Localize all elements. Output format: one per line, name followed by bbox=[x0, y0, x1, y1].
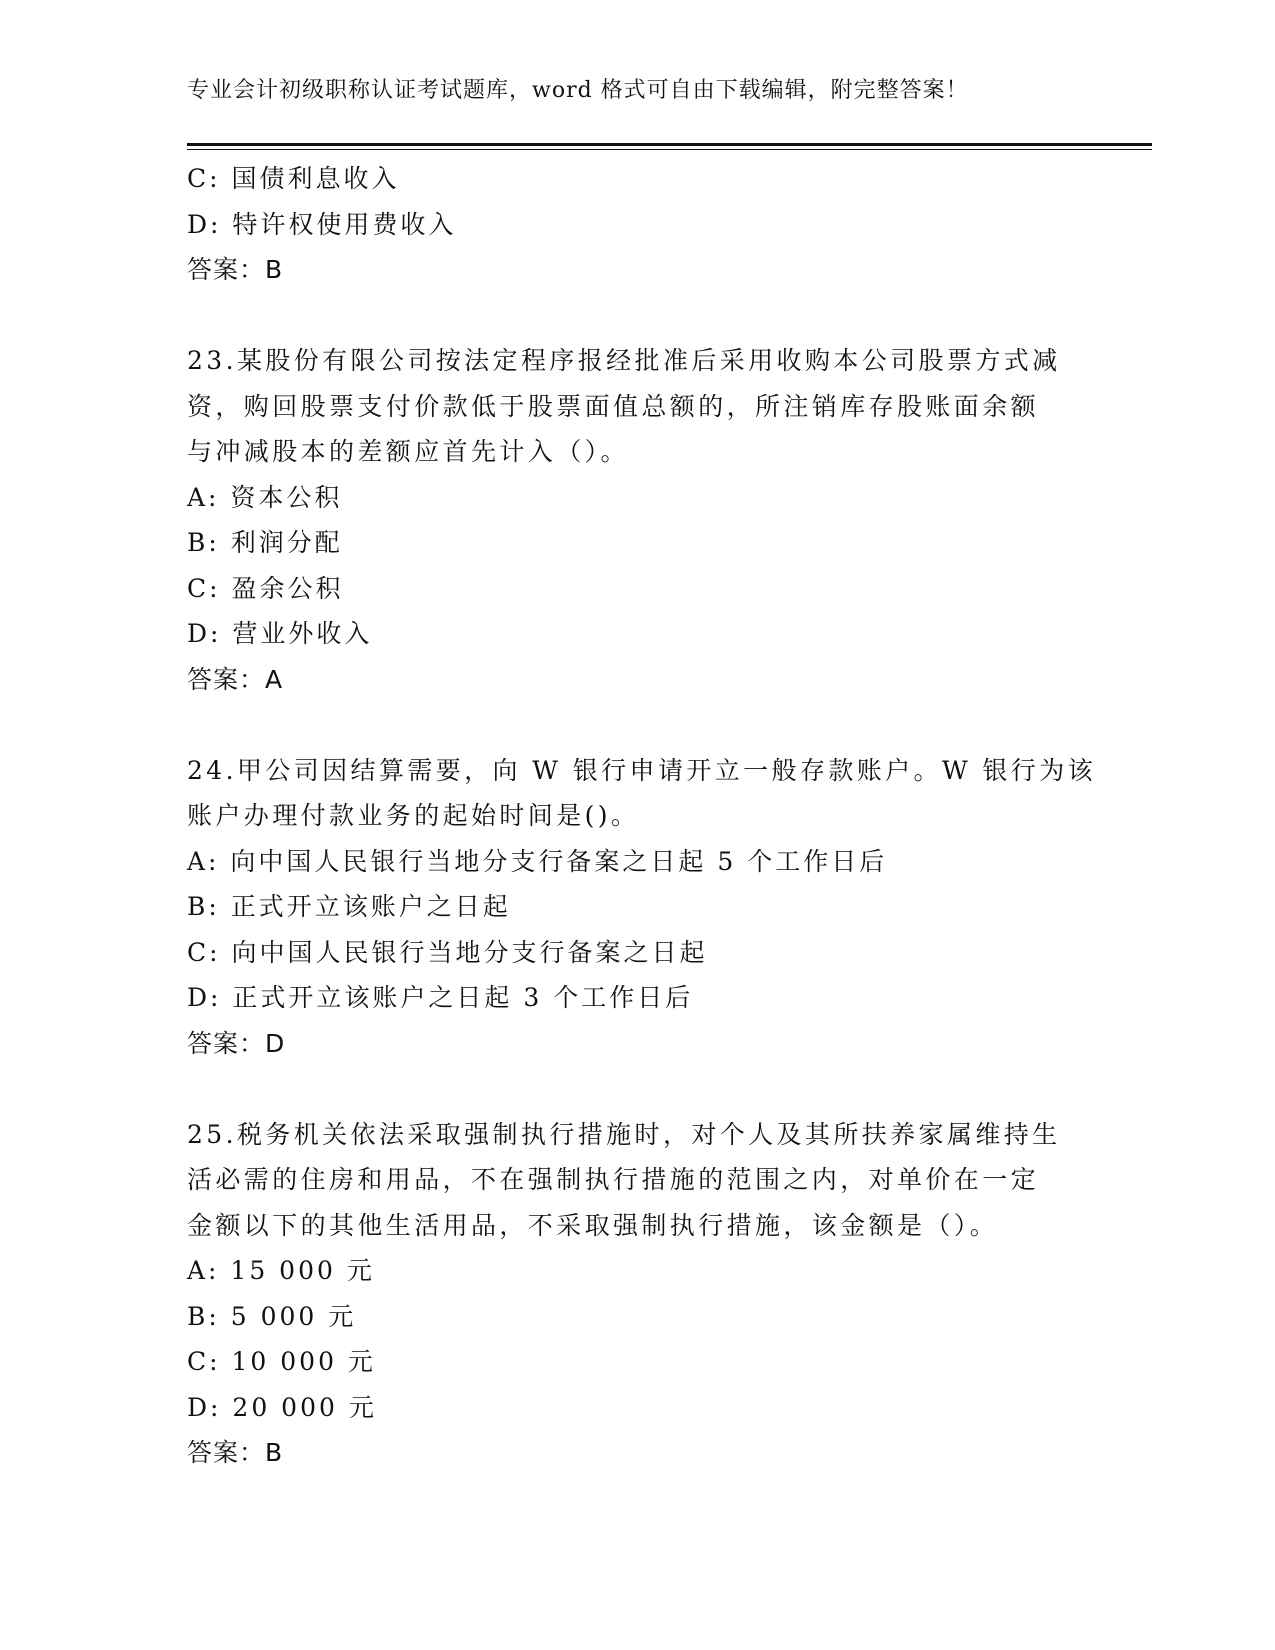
option-a: A: 15 000 元 bbox=[187, 1256, 375, 1285]
answer-line: 答案：B bbox=[187, 1438, 284, 1467]
option-a: A: 资本公积 bbox=[187, 482, 343, 512]
stem-line: 25.税务机关依法采取强制执行措施时，对个人及其所扶养家属维持生 bbox=[187, 1119, 1061, 1149]
prev-question-tail bbox=[187, 156, 1087, 293]
stem-line: 24.甲公司因结算需要，向 W 银行申请开立一般存款账户。W 银行为该 bbox=[187, 755, 1096, 785]
question-content bbox=[187, 156, 1096, 1476]
option-b: B: 利润分配 bbox=[187, 528, 343, 557]
spacer bbox=[187, 1066, 1087, 1112]
option-b: B: 正式开立该账户之日起 bbox=[187, 892, 511, 921]
option-a: A: 向中国人民银行当地分支行备案之日起 5 个工作日后 bbox=[187, 846, 888, 876]
spacer bbox=[187, 293, 1087, 339]
option-d: D: 20 000 元 bbox=[187, 1392, 377, 1422]
option-b: B: 5 000 元 bbox=[187, 1301, 357, 1331]
option-d: D: 正式开立该账户之日起 3 个工作日后 bbox=[187, 983, 694, 1012]
stem-line: 账户办理付款业务的起始时间是()。 bbox=[187, 801, 640, 830]
option-c: C: 向中国人民银行当地分支行备案之日起 bbox=[187, 937, 708, 967]
question-stem bbox=[187, 338, 1087, 475]
stem-line: 金额以下的其他生活用品，不采取强制执行措施，该金额是（）。 bbox=[187, 1210, 999, 1240]
question-23 bbox=[187, 338, 1087, 702]
header-rule-thin bbox=[187, 149, 1152, 150]
stem-line: 活必需的住房和用品，不在强制执行措施的范围之内，对单价在一定 bbox=[187, 1165, 1040, 1194]
question-stem bbox=[187, 748, 1096, 839]
spacer bbox=[187, 702, 1087, 748]
page-header: 专业会计初级职称认证考试题库，word 格式可自由下载编辑，附完整答案！ bbox=[187, 78, 969, 103]
answer-line: 答案：B bbox=[187, 255, 284, 284]
option-c: C: 国债利息收入 bbox=[187, 164, 400, 193]
stem-line: 23.某股份有限公司按法定程序报经批准后采用收购本公司股票方式减 bbox=[187, 346, 1061, 375]
stem-line: 资，购回股票支付价款低于股票面值总额的，所注销库存股账面余额 bbox=[187, 391, 1040, 421]
header-rule-thick bbox=[187, 143, 1152, 146]
answer-line: 答案：D bbox=[187, 1028, 286, 1058]
option-d: D: 特许权使用费收入 bbox=[187, 209, 457, 239]
answer-line: 答案：A bbox=[187, 664, 284, 694]
option-c: C: 盈余公积 bbox=[187, 573, 344, 603]
question-24 bbox=[187, 748, 1096, 1067]
question-25 bbox=[187, 1112, 1087, 1476]
question-stem bbox=[187, 1112, 1087, 1249]
option-c: C: 10 000 元 bbox=[187, 1347, 376, 1376]
option-d: D: 营业外收入 bbox=[187, 619, 373, 648]
stem-line: 与冲减股本的差额应首先计入（）。 bbox=[187, 437, 629, 466]
